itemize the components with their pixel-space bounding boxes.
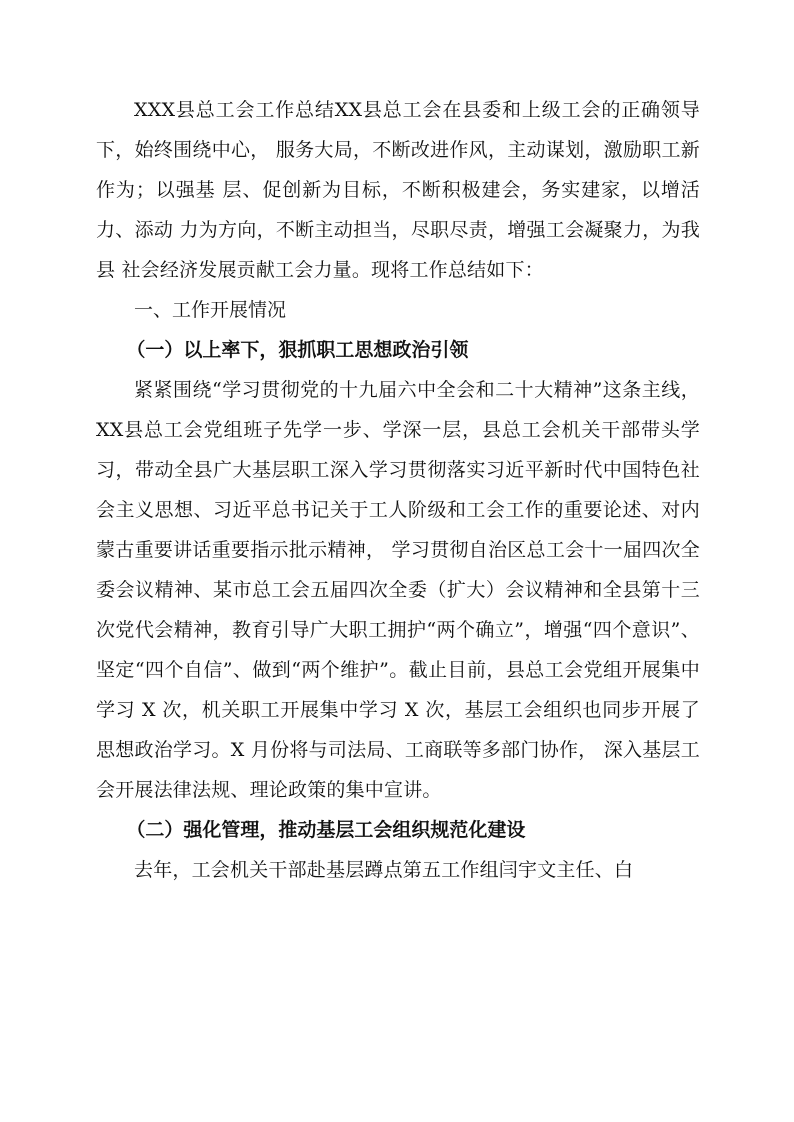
document-body	[96, 90, 700, 890]
grassroots-standardization-paragraph: 去年，工会机关干部赴基层蹲点第五工作组闫宇文主任、白	[134, 859, 634, 881]
subsection-heading-grassroots-standardization: （二）强化管理，推动基层工会组织规范化建设	[126, 819, 526, 841]
political-guidance-paragraph: 紧紧围绕“学习贯彻党的十九届六中全会和二十大精神”这条主线，XX县总工会党组班子先学一步、学深一层，县总工会机关干部带头学习，带动全县广大基层职工深入学习贯彻落实习近平新时代中国特色社会主义思想、习近平总书记关于工人阶级和工会工作的重要论述、对内蒙古重要讲话重要指示批示精神， 学习贯彻自治区总工会十一届四次全委会议精神、某市总工会五届四次全委（扩大）会议精神和全县第十三次党代会精神，教育引导广大职工拥护“两个确立”，增强“四个意识”、坚定“四个自信”、做到“两个维护”。截止目前，县总工会党组开展集中学习 X 次，机关职工开展集中学习 X 次，基层工会组织也同步开展了思想政治学习。X 月份将与司法局、工商联等多部门协作， 深入基层工会开展法律法规、理论政策的集中宣讲。	[96, 379, 700, 801]
intro-paragraph: XXX县总工会工作总结XX县总工会在县委和上级工会的正确领导下，始终围绕中心， 服务大局，不断改进作风，主动谋划，激励职工新作为；以强基 层、促创新为目标，不断积极建会，务实建家，以增活力、添动 力为方向，不断主动担当，尽职尽责，增强工会凝聚力，为我县 社会经济发展贡献工会力量。现将工作总结如下：	[96, 99, 700, 281]
section-heading-work-progress: 一、工作开展情况	[134, 299, 287, 321]
subsection-heading-political-guidance: （一）以上率下，狠抓职工思想政治引领	[126, 339, 469, 361]
